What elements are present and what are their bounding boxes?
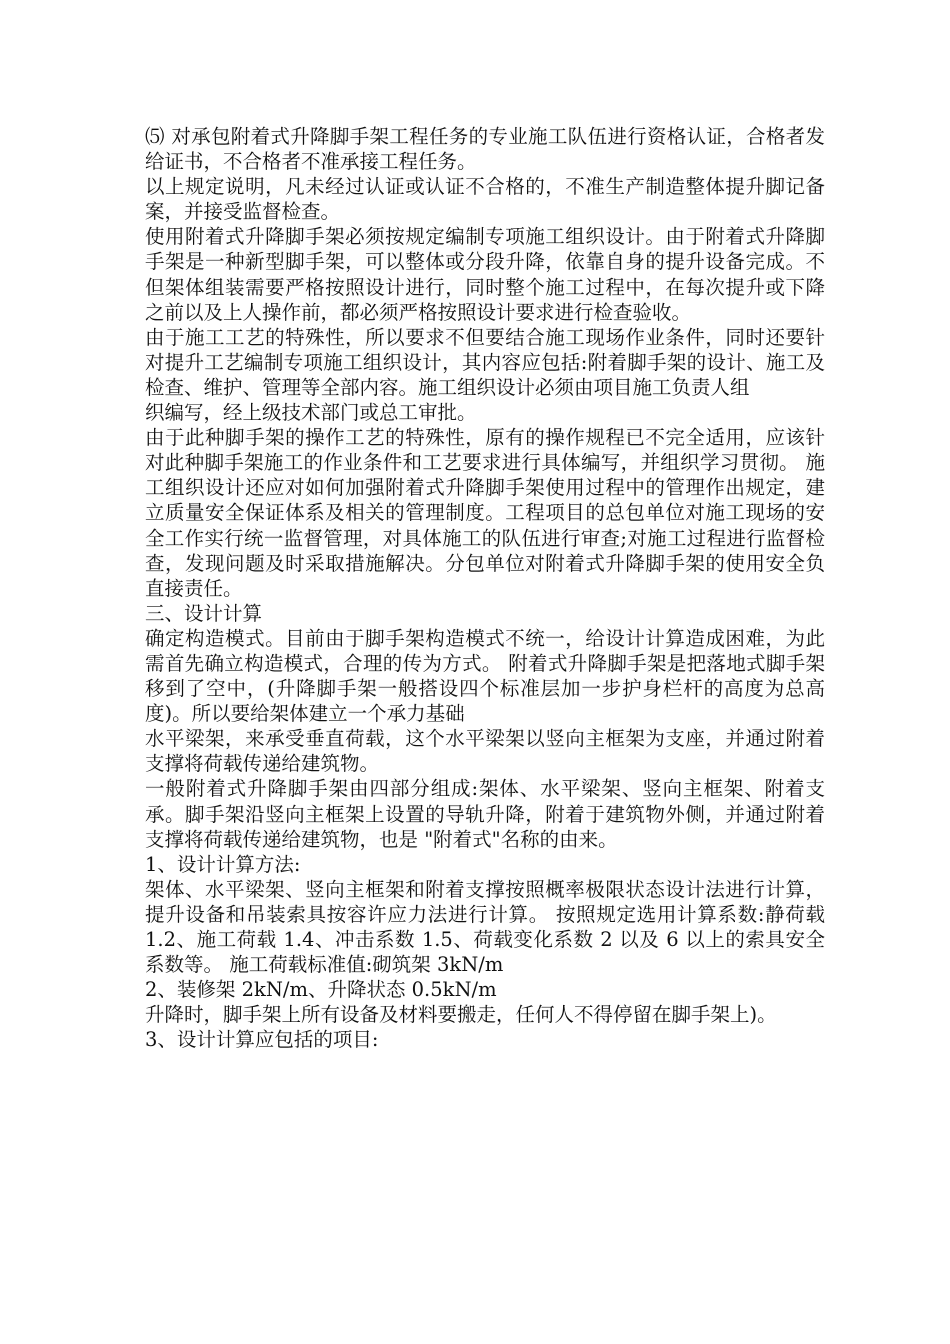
paragraph-load-values: 2、装修架 2kN/m、升降状态 0.5kN/m — [145, 978, 497, 1002]
subheading-calculation-items: 3、设计计算应包括的项目: — [145, 1028, 379, 1052]
subheading-calculation-method: 1、设计计算方法: — [145, 852, 301, 876]
paragraph-approval: 织编写，经上级技术部门或总工审批。 — [145, 401, 477, 425]
paragraph-construction-design: 使用附着式升降脚手架必须按规定编制专项施工组织设计。由于附着式升降脚手架是一种新型脚手架，可以整体或分段升降，依靠自身的提升设备完成。不但架体组装需要严格按照设计进行，同时整个施工过程中，在每次提升或下降之前以及上人操作前，都必须严格按照设计要求进行检查验收。 — [145, 225, 825, 324]
paragraph-structure-mode: 确定构造模式。目前由于脚手架构造模式不统一，给设计计算造成困难，为此需首先确立构造模式，合理的传为方式。 附着式升降脚手架是把落地式脚手架移到了空中，(升降脚手架一般搭设四个标准层加一步护身栏杆的高度为总高度)。所以要给架体建立一个承力基础 — [145, 626, 825, 726]
paragraph-regulation-note: 以上规定说明，凡未经过认证或认证不合格的，不准生产制造整体提升脚记备案，并接受监督检查。 — [145, 175, 825, 224]
paragraph-operating-rules: 由于此种脚手架的操作工艺的特殊性，原有的操作规程已不完全适用，应该针对此种脚手架施工的作业条件和工艺要求进行具体编写，并组织学习贯彻。 施工组织设计还应对如何加强附着式升降脚手架使用过程中的管理作出规定，建立质量安全保证体系及相关的管理制度。工程项目的总包单位对施工现场的安全工作实行统一监督管理，对具体施工的队伍进行审查;对施工过程进行监督检查，发现问题及时采取措施解决。分包单位对附着式升降脚手架的使用安全负直接责任。 — [145, 426, 825, 600]
paragraph-qualification: ⑸ 对承包附着式升降脚手架工程任务的专业施工队伍进行资格认证，合格者发给证书，不合格者不准承接工程任务。 — [145, 125, 825, 174]
paragraph-components: 一般附着式升降脚手架由四部分组成:架体、水平梁架、竖向主框架、附着支承。脚手架沿竖向主框架上设置的导轨升降，附着于建筑物外侧，并通过附着支撑将荷载传递给建筑物，也是 "附着式"名称的由来。 — [145, 777, 825, 851]
paragraph-horizontal-beam: 水平梁架，来承受垂直荷载，这个水平梁架以竖向主框架为支座，并通过附着支撑将荷载传递给建筑物。 — [145, 727, 825, 776]
section-heading-design-calculation: 三、设计计算 — [145, 601, 263, 625]
paragraph-process-specifics: 由于施工工艺的特殊性，所以要求不但要结合施工现场作业条件，同时还要针对提升工艺编制专项施工组织设计，其内容应包括:附着脚手架的设计、施工及检查、维护、管理等全部内容。施工组织设计必须由项目施工负责人组 — [145, 325, 825, 399]
document-body — [145, 124, 825, 1052]
paragraph-lifting-rule: 升降时，脚手架上所有设备及材料要搬走，任何人不得停留在脚手架上)。 — [145, 1003, 777, 1027]
paragraph-calculation-details: 架体、水平梁架、竖向主框架和附着支撑按照概率极限状态设计法进行计算，提升设备和吊装索具按容许应力法进行计算。 按照规定选用计算系数:静荷载 1.2、施工荷载 1.4、冲击系数 1.5、荷载变化系数 2 以及 6 以上的索具安全系数等。 施工荷载标准值:砌筑架 3kN/m — [145, 877, 825, 977]
